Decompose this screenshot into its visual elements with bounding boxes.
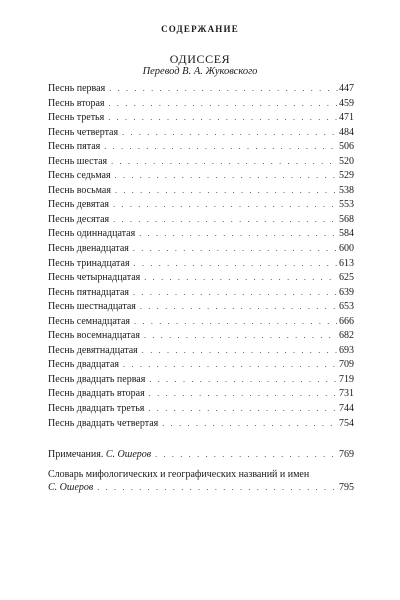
toc-entry[interactable] [48,126,354,141]
dot-leader [115,169,338,184]
dot-leader [108,111,338,126]
dot-leader [149,387,338,402]
toc-entry[interactable] [48,184,354,199]
toc-entry[interactable] [48,242,354,257]
toc-entry-label: Песнь девятая [48,199,110,211]
toc-entry-page: 719 [339,373,354,385]
toc-entry[interactable] [48,155,354,170]
dot-leader [140,300,338,315]
toc-entry-label: Песнь двадцать вторая [48,388,145,400]
toc-entry-page: 653 [339,301,354,313]
dot-leader [104,140,338,155]
toc-entry-page: 731 [339,388,354,400]
toc-entry[interactable] [48,169,354,184]
toc-entry-label: Песнь семнадцатая [48,315,131,327]
toc-entry[interactable] [48,373,354,388]
toc-entry-page: 506 [339,141,354,153]
dot-leader [134,315,338,330]
toc-entry[interactable] [48,315,354,330]
dot-leader [109,97,338,112]
toc-entry-page: 639 [339,286,354,298]
toc-entry[interactable] [48,271,354,286]
dot-leader [162,417,338,432]
toc-entry-label: Песнь двадцатая [48,359,120,371]
toc-entry-label: Песнь десятая [48,213,110,225]
toc-entry-page: 553 [339,199,354,211]
toc-entry-label: Словарь мифологических и географических названий и имен [48,468,310,480]
toc-entry-label: Песнь тринадцатая [48,257,130,269]
dot-leader [97,481,338,496]
toc-entry[interactable] [48,257,354,272]
toc-entry-page: 538 [339,184,354,196]
running-head: СОДЕРЖАНИЕ [161,24,239,34]
toc-entry-page: 584 [339,228,354,240]
toc-entry-page: 744 [339,403,354,415]
toc-entry-label: Песнь шестая [48,155,108,167]
toc-entry-page: 484 [339,126,354,138]
toc-entry-page: 666 [339,315,354,327]
toc-entry-label: Песнь вторая [48,97,105,109]
dot-leader [142,344,338,359]
toc-entry-page: 613 [339,257,354,269]
dot-leader [122,126,338,141]
toc-entry-page: 625 [339,272,354,284]
dot-leader [144,329,338,344]
toc-entry-page: 795 [339,481,354,493]
toc-entry-label: Песнь одиннадцатая [48,228,136,240]
toc-entry-label: Песнь третья [48,112,105,124]
toc-entry-glossary[interactable] [48,481,354,496]
toc-entry[interactable] [48,97,354,112]
toc-list [48,82,354,431]
toc-entry[interactable] [48,286,354,301]
dot-leader [133,242,338,257]
toc-entry[interactable] [48,227,354,242]
dot-leader [139,227,338,242]
toc-appendix [48,448,354,495]
toc-entry-page: 682 [339,330,354,342]
toc-entry[interactable] [48,344,354,359]
toc-entry[interactable] [48,198,354,213]
dot-leader [123,358,338,373]
toc-entry-page: 459 [339,97,354,109]
toc-entry[interactable] [48,387,354,402]
work-title: ОДИССЕЯ [169,52,231,66]
toc-entry-page: 520 [339,155,354,167]
dot-leader [111,155,338,170]
toc-entry[interactable] [48,82,354,97]
toc-entry-page: 709 [339,359,354,371]
dot-leader [144,271,338,286]
dot-leader [113,213,338,228]
dot-leader [115,184,338,199]
dot-leader [148,402,338,417]
toc-entry-label [48,481,93,496]
toc-entry[interactable] [48,417,354,432]
toc-entry-label: Песнь двадцать третья [48,403,145,415]
toc-entry-glossary-title[interactable] [48,469,354,481]
toc-entry-label: Песнь восемнадцатая [48,330,140,342]
toc-entry-page: 529 [339,170,354,182]
toc-entry-label: Песнь первая [48,83,106,94]
dot-leader [113,198,338,213]
toc-entry-label: Песнь седьмая [48,170,111,182]
toc-entry[interactable] [48,329,354,344]
toc-entry[interactable] [48,111,354,126]
toc-entry-page: 568 [339,213,354,225]
toc-entry[interactable] [48,300,354,315]
toc-entry-page: 769 [339,449,354,460]
toc-entry-label: Песнь шестнадцатая [48,301,136,313]
toc-entry-label: Песнь четвертая [48,126,119,138]
toc-entry-label: Песнь девятнадцатая [48,344,138,356]
toc-entry-label: Песнь пятая [48,141,101,153]
toc-entry-label: Песнь двенадцатая [48,243,129,255]
toc-entry-label: Песнь восьмая [48,184,111,196]
toc-entry-author: С. Ошеров [48,481,94,493]
dot-leader [133,286,338,301]
toc-entry-page: 693 [339,344,354,356]
toc-entry-page: 754 [339,417,354,429]
toc-entry-page: 447 [339,83,354,94]
toc-entry-label: Песнь четырнадцатая [48,272,141,284]
translator-credit: Перевод В. А. Жуковского [142,66,258,77]
toc-entry-page: 600 [339,243,354,255]
dot-leader [155,448,338,463]
toc-entry[interactable] [48,402,354,417]
dot-leader [109,82,338,97]
dot-leader [149,373,338,388]
toc-entry[interactable] [48,140,354,155]
toc-entry-label: Песнь пятнадцатая [48,286,130,298]
toc-entry-label: Песнь двадцать четвертая [48,417,159,429]
toc-entry-label: Примечания. С. Ошеров [48,449,152,460]
toc-entry-notes[interactable] [48,448,354,463]
toc-entry[interactable] [48,213,354,228]
dot-leader [134,257,338,272]
toc-entry-author: С. Ошеров [105,449,152,460]
toc-entry[interactable] [48,358,354,373]
toc-entry-page: 471 [339,112,354,124]
toc-entry-label: Песнь двадцать первая [48,373,146,385]
